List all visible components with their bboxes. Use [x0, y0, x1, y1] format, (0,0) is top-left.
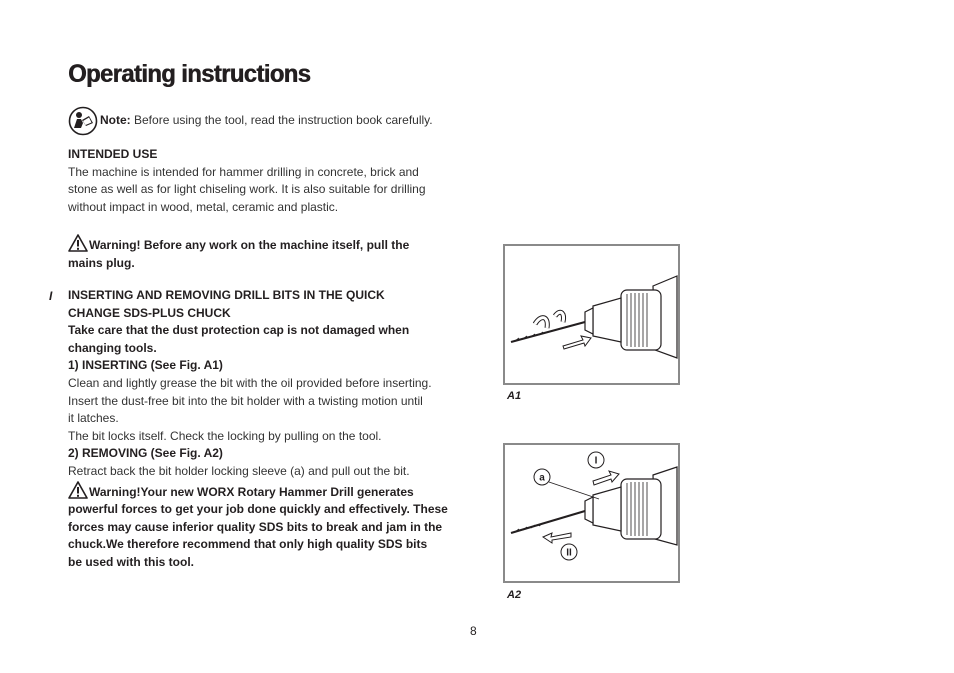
- step1-line: it latches.: [68, 411, 119, 426]
- warning-sds-line: chuck.We therefore recommend that only high quality SDS bits: [68, 537, 428, 552]
- note-label: Note:: [100, 113, 131, 128]
- caution-line: changing tools.: [68, 340, 157, 355]
- warning-plug-line: mains plug.: [68, 255, 135, 270]
- warning-triangle-icon: [68, 481, 88, 499]
- figure-a2-label: A2: [507, 589, 522, 601]
- caution-line: Take care that the dust protection cap is not damaged when: [68, 323, 410, 338]
- step1-line: The bit locks itself. Check the locking by pulling on the tool.: [68, 428, 382, 443]
- step1-line: Insert the dust-free bit into the bit holder with a twisting motion until: [68, 393, 423, 408]
- section-heading-line: INSERTING AND REMOVING DRILL BITS IN THE QUICK: [68, 288, 385, 302]
- warning-sds-line: powerful forces to get your job done quickly and effectively. These: [68, 502, 448, 517]
- step2-heading: 2) REMOVING (See Fig. A2): [68, 446, 223, 461]
- callout-i: I: [594, 455, 598, 467]
- step1-heading: 1) INSERTING (See Fig. A1): [68, 358, 223, 373]
- drill-insert-illustration: [505, 246, 678, 383]
- read-manual-icon: [68, 106, 98, 136]
- step2-line: Retract back the bit holder locking sleeve (a) and pull out the bit.: [68, 463, 410, 478]
- drill-remove-illustration: [505, 445, 678, 581]
- warning-plug-line: Warning! Before any work on the machine itself, pull the: [89, 238, 410, 252]
- page-number: 8: [470, 624, 477, 638]
- note-text: Before using the tool, read the instruction book carefully.: [130, 113, 433, 128]
- warning-triangle-icon: [68, 234, 88, 252]
- callout-ii: II: [566, 547, 572, 559]
- inserting-section: [68, 287, 458, 572]
- section-marker: I: [49, 289, 53, 303]
- warning-plug: [68, 234, 453, 272]
- section-heading-line: CHANGE SDS-PLUS CHUCK: [68, 305, 231, 320]
- figure-a2: [503, 443, 680, 583]
- note-row: [68, 106, 433, 136]
- page-title: Operating instructions: [68, 60, 311, 88]
- step1-line: Clean and lightly grease the bit with the oil provided before inserting.: [68, 375, 432, 390]
- figure-a1: [503, 244, 680, 385]
- intended-use-heading: INTENDED USE: [68, 147, 158, 161]
- intended-use-line: stone as well as for light chiseling work. It is also suitable for drilling: [68, 182, 426, 197]
- warning-sds-line: be used with this tool.: [68, 554, 194, 569]
- warning-sds-line: Warning!Your new WORX Rotary Hammer Drill generates: [89, 484, 414, 499]
- intended-use-section: [68, 146, 453, 216]
- callout-a: a: [539, 472, 545, 484]
- intended-use-line: The machine is intended for hammer drilling in concrete, brick and: [68, 164, 419, 179]
- figure-a1-label: A1: [507, 390, 522, 402]
- warning-sds-line: forces may cause inferior quality SDS bits to break and jam in the: [68, 519, 443, 534]
- intended-use-line: without impact in wood, metal, ceramic and plastic.: [68, 199, 339, 214]
